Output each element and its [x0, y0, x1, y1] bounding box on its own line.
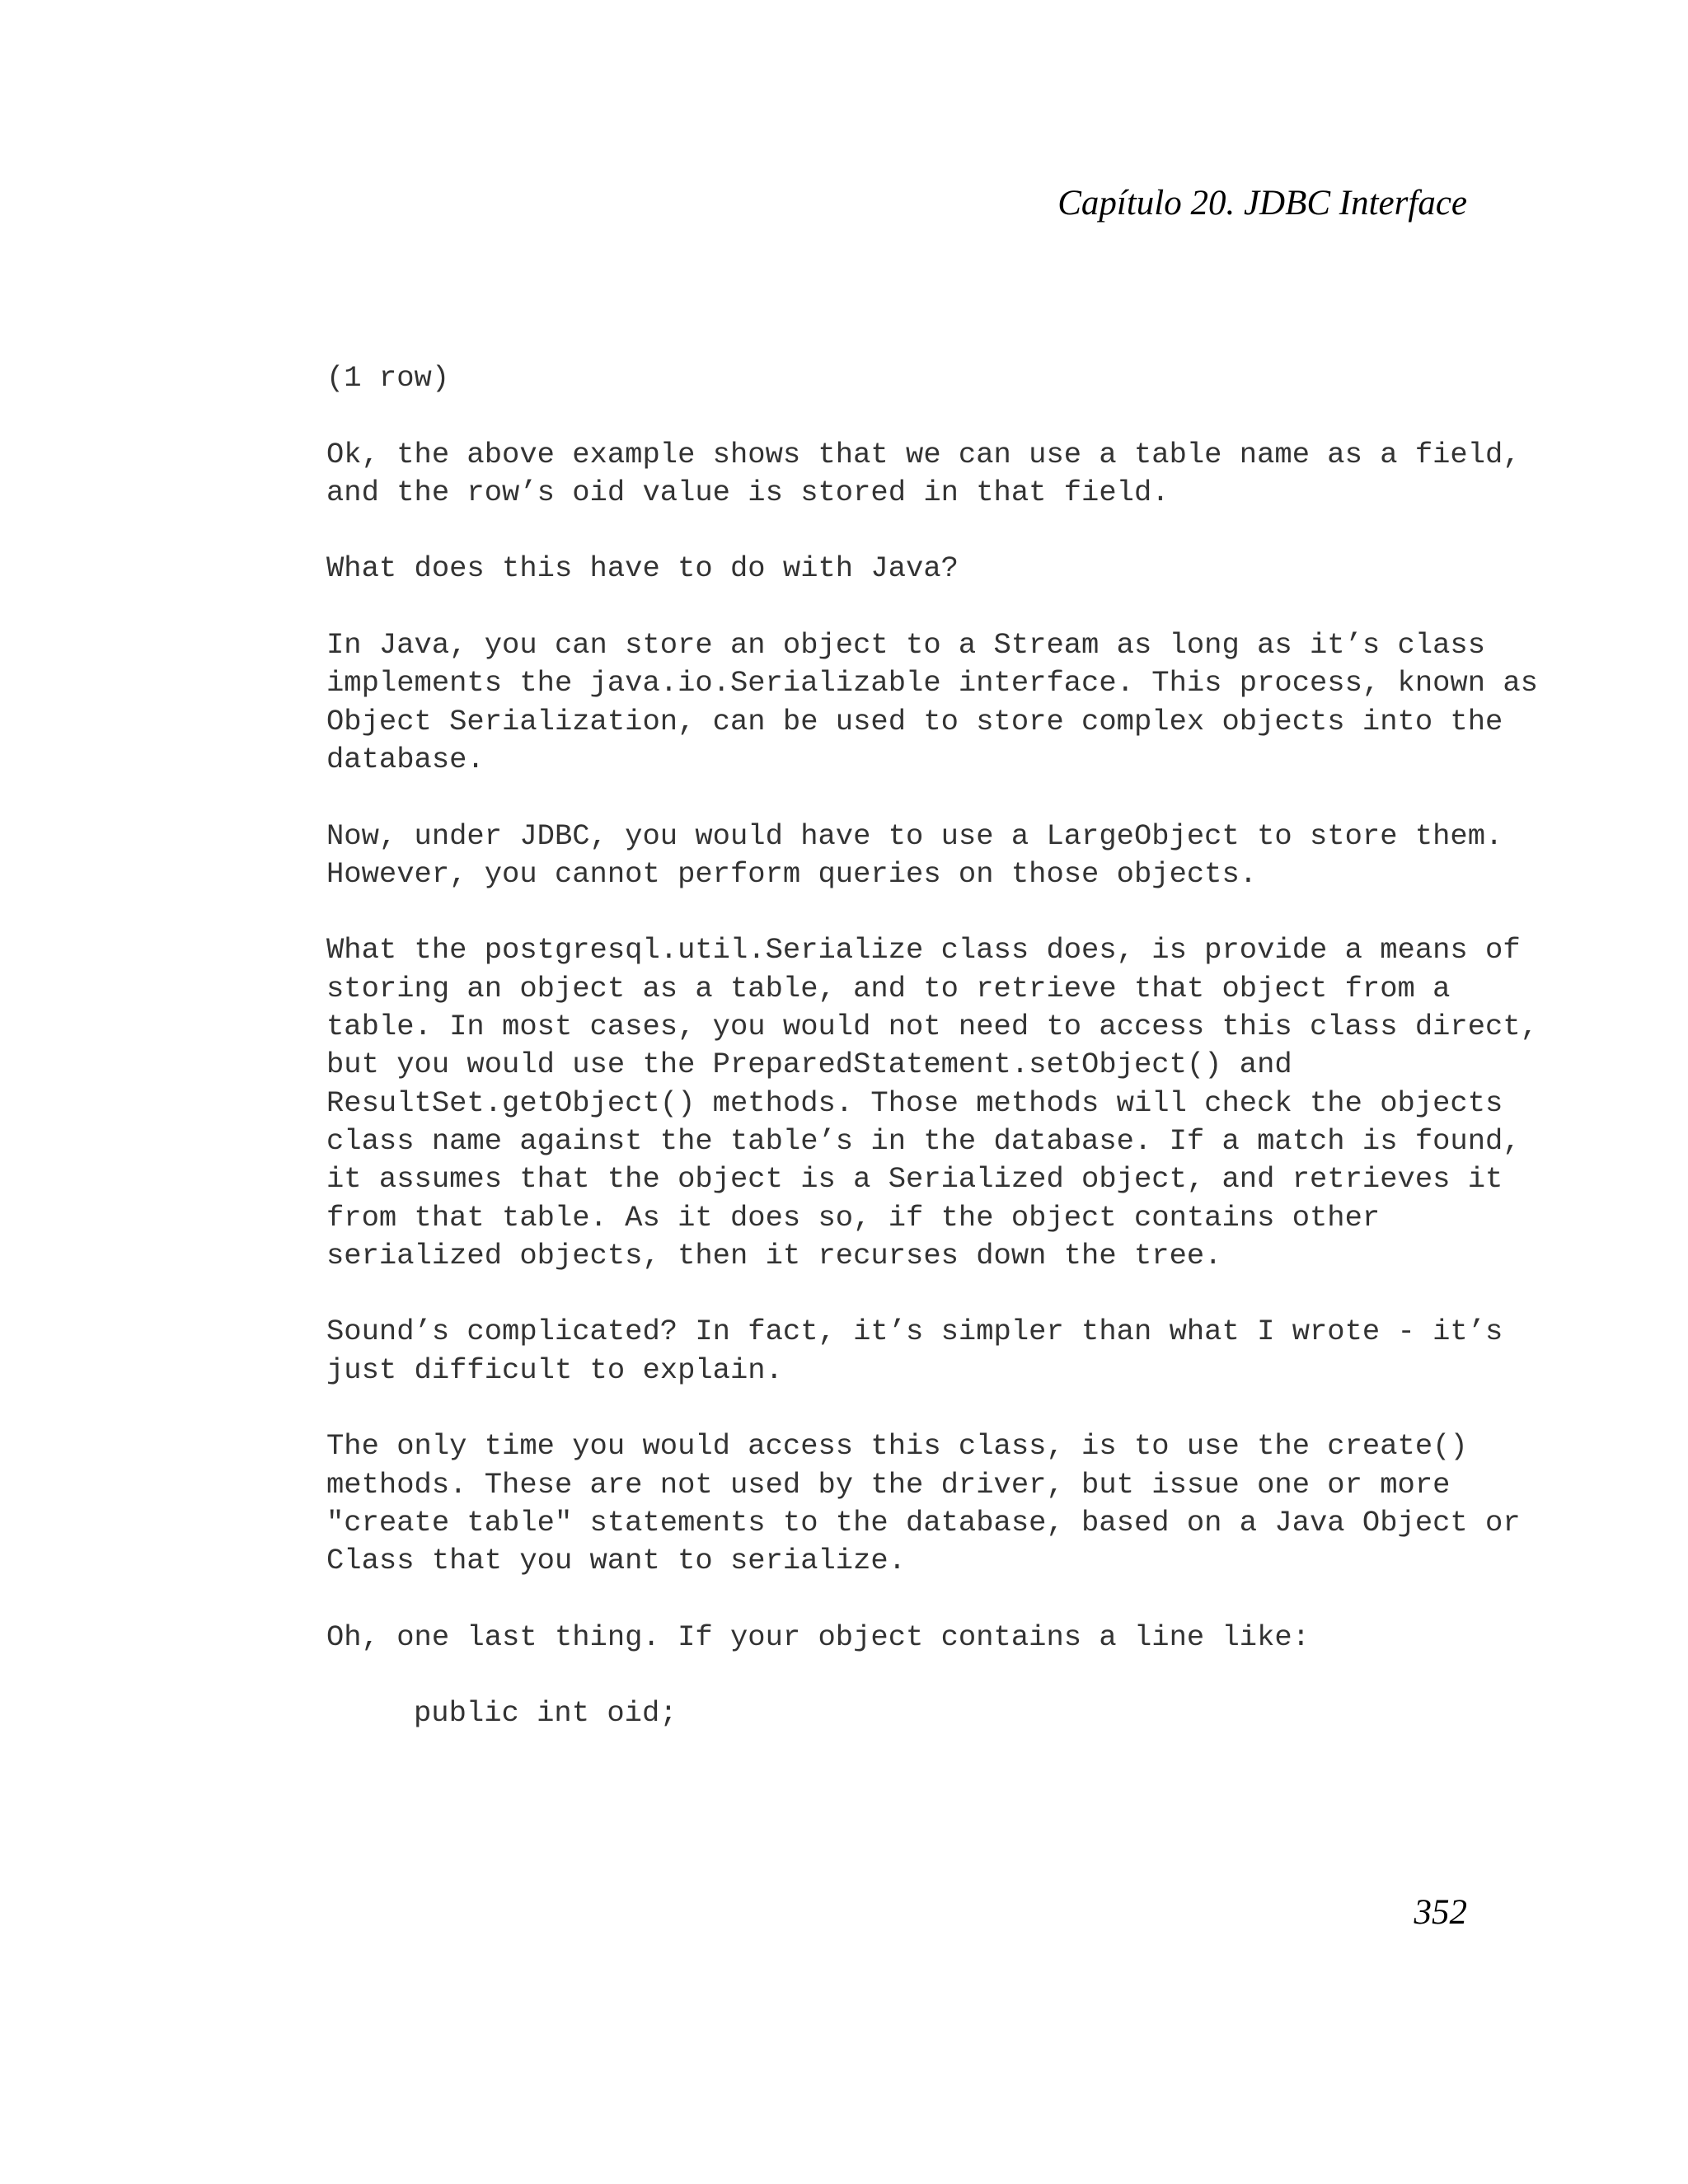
- paragraph-4-line: Now, under JDBC, you would have to use a LargeObject to store them.: [326, 818, 1503, 853]
- blank-line: [326, 1657, 1579, 1694]
- chapter-header: Capítulo 20. JDBC Interface: [1057, 184, 1467, 223]
- paragraph-5-line: from that table. As it does so, if the object contains other: [326, 1200, 1381, 1235]
- body-text: [326, 359, 1579, 1733]
- blank-line: [326, 512, 1579, 550]
- paragraph-7-line: The only time you would access this class, is to use the create(): [326, 1429, 1468, 1464]
- blank-line: [326, 1390, 1579, 1427]
- paragraph-5-line: table. In most cases, you would not need to access this class direct,: [326, 1010, 1538, 1044]
- blank-line: [326, 1581, 1579, 1619]
- blank-line: [326, 1275, 1579, 1313]
- row-count-line: (1 row): [326, 361, 450, 395]
- paragraph-2-line: What does this have to do with Java?: [326, 551, 959, 586]
- paragraph-5-line: it assumes that the object is a Serialized object, and retrieves it: [326, 1162, 1503, 1197]
- paragraph-6-line: Sound’s complicated? In fact, it’s simpler than what I wrote - it’s: [326, 1315, 1503, 1349]
- paragraph-5-line: class name against the table’s in the database. If a match is found,: [326, 1123, 1521, 1158]
- blank-line: [326, 397, 1579, 435]
- paragraph-3-line: Object Serialization, can be used to store complex objects into the: [326, 704, 1503, 738]
- paragraph-3-line: In Java, you can store an object to a Stream as long as it’s class: [326, 628, 1486, 663]
- paragraph-5-line: but you would use the PreparedStatement.setObject() and: [326, 1047, 1292, 1082]
- paragraph-7-line: "create table" statements to the database, based on a Java Object or: [326, 1505, 1521, 1540]
- paragraph-3-line: implements the java.io.Serializable interface. This process, known as: [326, 666, 1538, 701]
- blank-line: [326, 779, 1579, 817]
- paragraph-6-line: just difficult to explain.: [326, 1352, 783, 1387]
- paragraph-5-line: serialized objects, then it recurses down the tree.: [326, 1238, 1222, 1272]
- paragraph-7-line: methods. These are not used by the driver, but issue one or more: [326, 1467, 1451, 1502]
- paragraph-5-line: What the postgresql.util.Serialize class does, is provide a means of: [326, 933, 1521, 968]
- paragraph-1-line: Ok, the above example shows that we can use a table name as a field,: [326, 437, 1521, 471]
- page-number: 352: [1414, 1893, 1467, 1932]
- blank-line: [326, 893, 1579, 931]
- paragraph-5-line: ResultSet.getObject() methods. Those methods will check the objects: [326, 1085, 1503, 1120]
- paragraph-3-line: database.: [326, 742, 485, 776]
- paragraph-8-line: Oh, one last thing. If your object contains a line like:: [326, 1619, 1310, 1654]
- blank-line: [326, 588, 1579, 626]
- paragraph-4-line: However, you cannot perform queries on those objects.: [326, 856, 1258, 891]
- paragraph-5-line: storing an object as a table, and to retrieve that object from a: [326, 971, 1451, 1005]
- code-snippet: public int oid;: [414, 1696, 678, 1731]
- paragraph-7-line: Class that you want to serialize.: [326, 1544, 907, 1578]
- paragraph-1-line: and the row’s oid value is stored in that field.: [326, 475, 1170, 509]
